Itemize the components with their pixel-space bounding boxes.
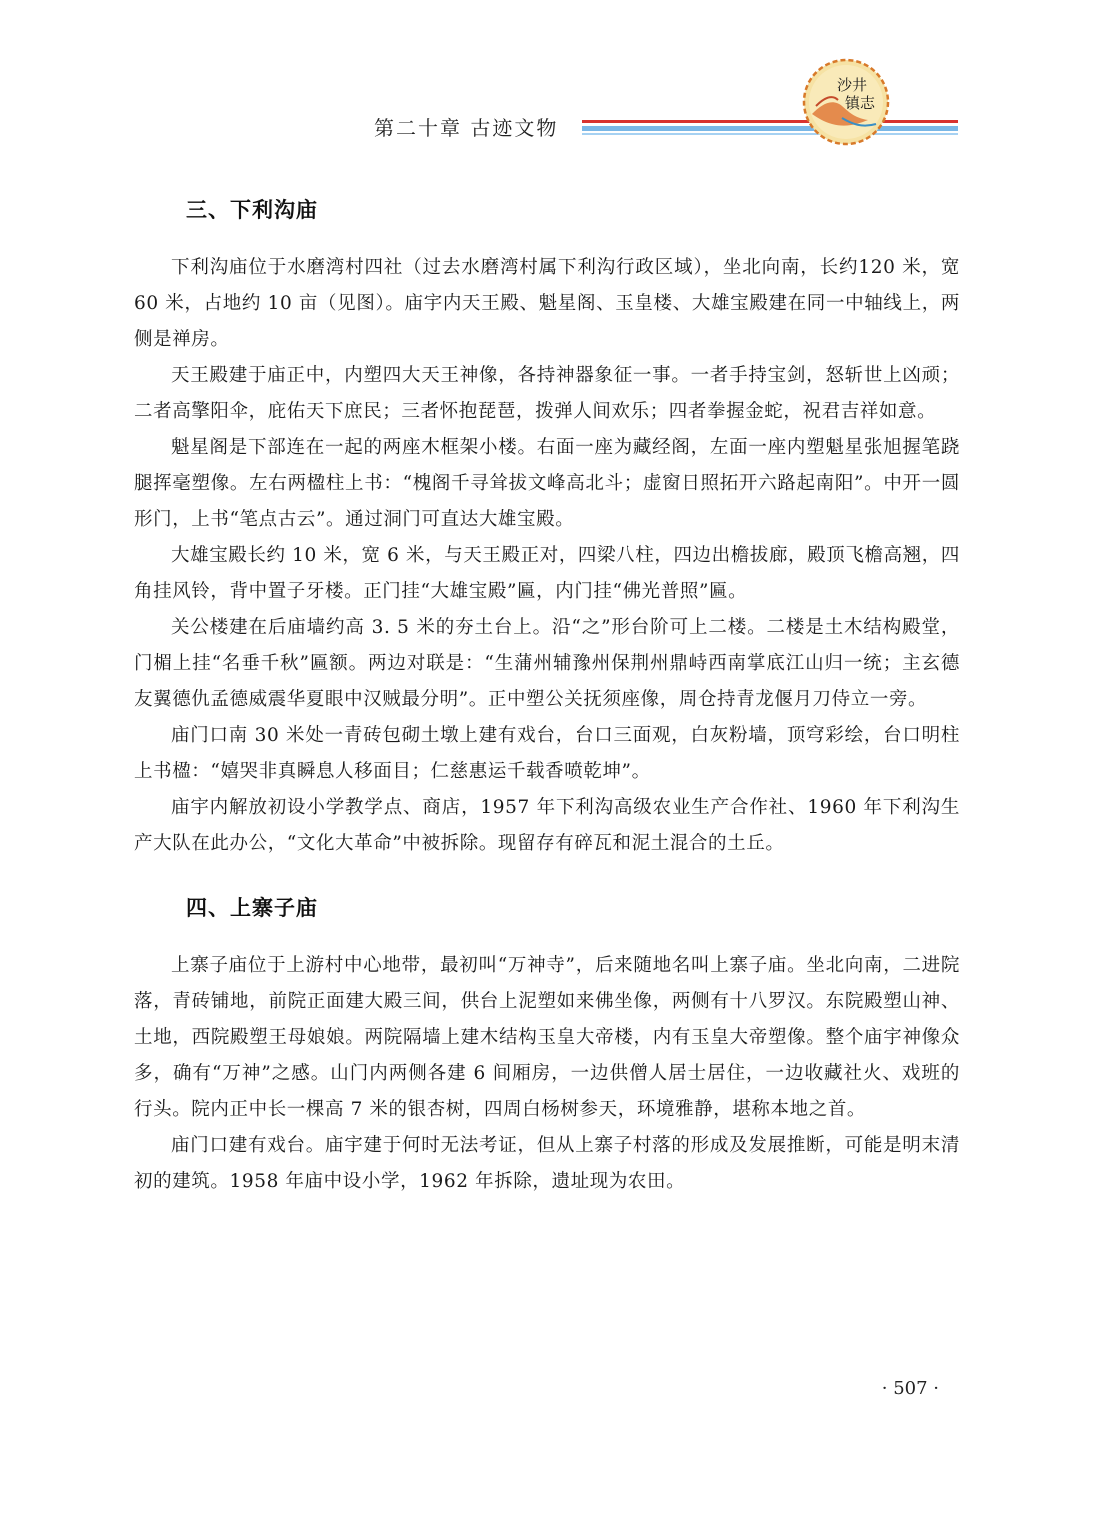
seal-text-line2: 镇志 [844,94,876,112]
book-seal-logo [802,58,890,146]
page-number: · 507 · [881,1378,939,1399]
header-rule-red [582,120,958,123]
page-header [0,0,1093,170]
paragraph: 天王殿建于庙正中，内塑四大天王神像，各持神器象征一事。一者手持宝剑，怒斩世上凶顽；二者高擎阳伞，庇佑天下庶民；三者怀抱琵琶，拨弹人间欢乐；四者拳握金蛇，祝君吉祥如意。 [134,365,960,422]
paragraph: 大雄宝殿长约 10 米，宽 6 米，与天王殿正对，四梁八柱，四边出檐拔廊，殿顶飞檐高翘，四角挂风铃，背中置子牙楼。正门挂“大雄宝殿”匾，内门挂“佛光普照”匾。 [134,545,960,602]
section-heading-xialigou: 三、下利沟庙 [186,198,318,222]
chapter-title: 第二十章 古迹文物 [374,116,559,140]
paragraph: 庙门口南 30 米处一青砖包砌土墩上建有戏台，台口三面观，白灰粉墙，顶穹彩绘，台口明柱上书楹：“嬉哭非真瞬息人移面目；仁慈惠运千载香喷乾坤”。 [134,725,960,782]
paragraph: 关公楼建在后庙墙约高 3. 5 米的夯土台上。沿“之”形台阶可上二楼。二楼是土木结构殿堂，门楣上挂“名垂千秋”匾额。两边对联是：“生蒲州辅豫州保荆州鼎峙西南掌底江山归一统；主玄德友翼德仇孟德威震华夏眼中汉贼最分明”。正中塑公关抚须座像，周仓持青龙偃月刀侍立一旁。 [134,617,960,710]
header-rule-blue-thin [582,133,958,135]
paragraph: 下利沟庙位于水磨湾村四社（过去水磨湾村属下利沟行政区域），坐北向南，长约120 米，宽 60 米，占地约 10 亩（见图）。庙宇内天王殿、魁星阁、玉皇楼、大雄宝殿建在同一中轴线上，两侧是禅房。 [134,257,960,350]
section-body-shangzhaizi [134,948,960,1200]
header-rule-blue [582,126,958,131]
paragraph: 庙宇内解放初设小学教学点、商店，1957 年下利沟高级农业生产合作社、1960 年下利沟生产大队在此办公，“文化大革命”中被拆除。现留存有碎瓦和泥土混合的土丘。 [134,797,960,854]
main-content [134,190,960,1200]
paragraph: 上寨子庙位于上游村中心地带，最初叫“万神寺”，后来随地名叫上寨子庙。坐北向南，二进院落，青砖铺地，前院正面建大殿三间，供台上泥塑如来佛坐像，两侧有十八罗汉。东院殿塑山神、土地，西院殿塑王母娘娘。两院隔墙上建木结构玉皇大帝楼，内有玉皇大帝塑像。整个庙宇神像众多，确有“万神”之感。山门内两侧各建 6 间厢房，一边供僧人居士居住，一边收藏社火、戏班的行头。院内正中长一棵高 7 米的银杏树，四周白杨树参天，环境雅静，堪称本地之首。 [134,955,960,1120]
seal-text-line1: 沙井 [836,76,868,94]
section-heading-shangzhaizi: 四、上寨子庙 [186,896,318,920]
section-body-xialigou [134,250,960,862]
paragraph: 魁星阁是下部连在一起的两座木框架小楼。右面一座为藏经阁，左面一座内塑魁星张旭握笔跷腿挥毫塑像。左右两楹柱上书：“槐阁千寻耸拔文峰高北斗；虚窗日照拓开六路起南阳”。中开一圆形门，上书“笔点古云”。通过洞门可直达大雄宝殿。 [134,437,960,530]
paragraph: 庙门口建有戏台。庙宇建于何时无法考证，但从上寨子村落的形成及发展推断，可能是明末清初的建筑。1958 年庙中设小学，1962 年拆除，遗址现为农田。 [134,1135,960,1192]
